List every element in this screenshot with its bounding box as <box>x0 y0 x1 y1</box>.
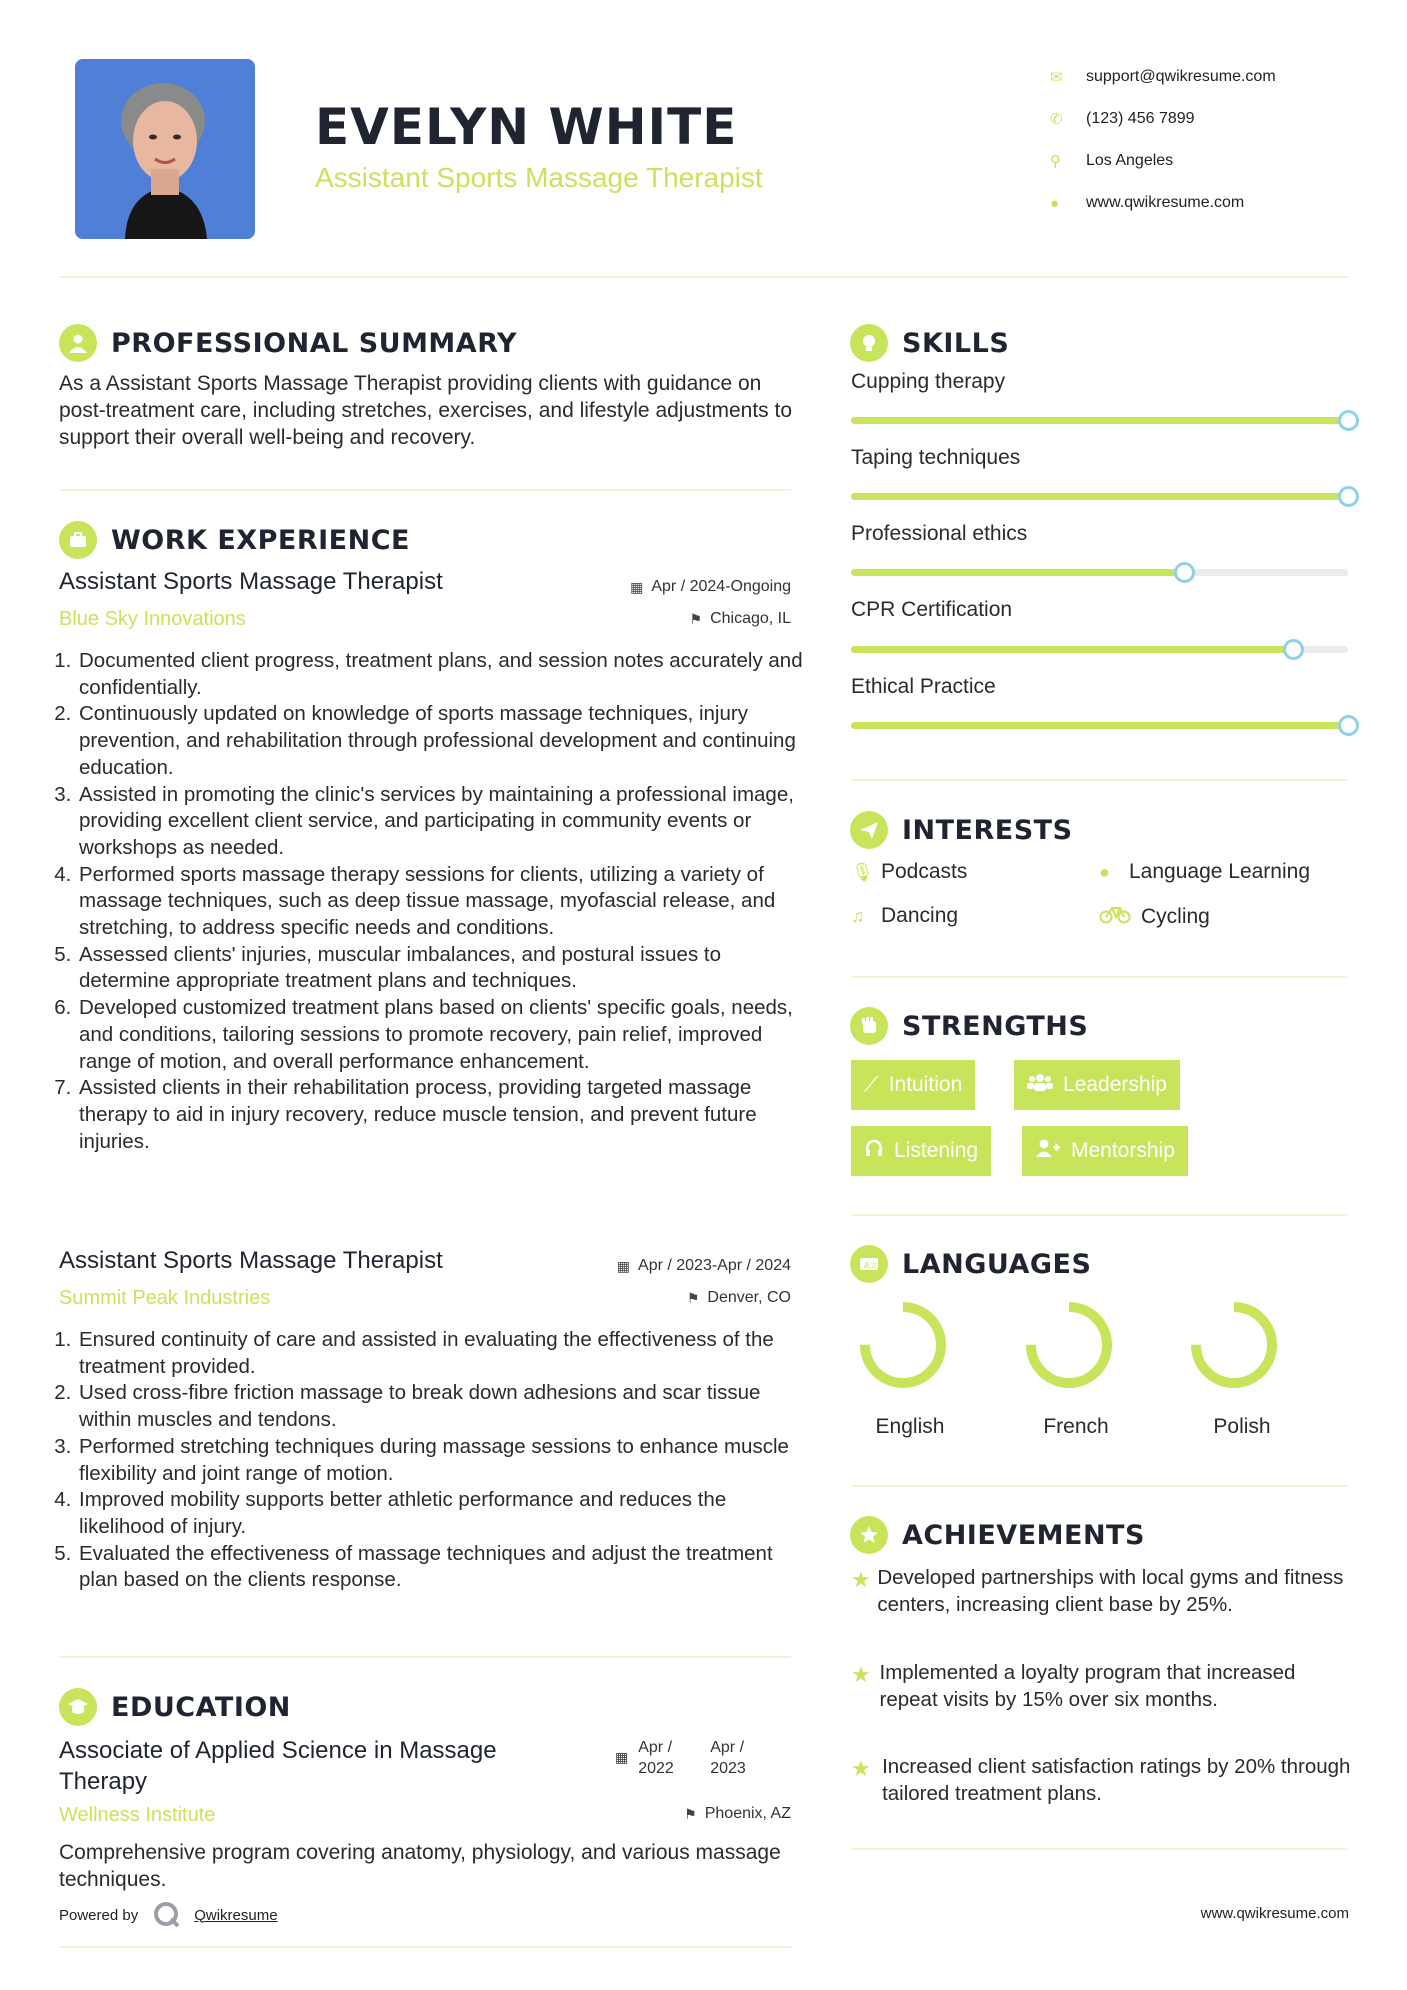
interest-item: ♫ Dancing <box>851 904 959 927</box>
summary-heading: PROFESSIONAL SUMMARY <box>59 324 517 362</box>
job-1-duties <box>55 648 805 1155</box>
graduation-icon <box>59 1688 97 1726</box>
location-icon: ⚲ <box>1050 153 1061 170</box>
list-item: 2. Used cross-fibre friction massage to break down adhesions and scar tissue within muscles and tendons. <box>77 1380 805 1433</box>
briefcase-icon <box>59 521 97 559</box>
star-icon: ★ <box>851 1662 871 1687</box>
footer-divider-left <box>59 1946 791 1948</box>
profile-photo <box>75 59 255 239</box>
calendar-icon: ▦ <box>630 578 644 595</box>
interest-item: Cycling <box>1099 904 1210 929</box>
pin-icon: ⚑ <box>689 610 703 627</box>
skill-bar <box>851 646 1348 653</box>
skill-bar-fill <box>851 417 1348 424</box>
skill-bar <box>851 493 1348 500</box>
calendar-icon: ▦ <box>615 1749 629 1765</box>
pin-icon: ⚑ <box>686 1289 700 1306</box>
contact-phone[interactable]: ✆ (123) 456 7899 <box>1050 110 1195 128</box>
skill-label: CPR Certification <box>851 598 1013 621</box>
contact-location: ⚲ Los Angeles <box>1050 152 1174 170</box>
list-item: 5. Evaluated the effectiveness of massage techniques and adjust the treatment plan based on the clients response. <box>77 1541 805 1594</box>
skill-bar-fill <box>851 569 1184 576</box>
language-label: English <box>875 1415 945 1438</box>
contact-list <box>1050 56 1276 224</box>
email-icon: ✉ <box>1050 69 1063 86</box>
skill-bar <box>851 417 1348 424</box>
music-icon: ♫ <box>851 905 865 926</box>
education-description: Comprehensive program covering anatomy, physiology, and various massage techniques. <box>59 1841 781 1891</box>
candidate-title: Assistant Sports Massage Therapist <box>315 162 763 193</box>
job-1-title: Assistant Sports Massage Therapist <box>59 568 443 595</box>
headphones-icon <box>864 1138 884 1164</box>
job-1-company: Blue Sky Innovations <box>59 608 246 630</box>
qwikresume-logo-icon <box>152 1900 182 1930</box>
skill-bar <box>851 722 1348 729</box>
language-icon <box>850 1245 888 1283</box>
work-heading: WORK EXPERIENCE <box>59 521 410 559</box>
list-item: 1. Ensured continuity of care and assisted in evaluating the effectiveness of the treatment provided. <box>77 1327 805 1380</box>
achievement-item: ★ Developed partnerships with local gyms and fitness centers, increasing client base by 25%. <box>851 1565 1351 1618</box>
list-item: 4. Performed sports massage therapy sessions for clients, utilizing a variety of massage techniques, such as deep tissue massage, myofascial release, and stretching, to address specific needs and conditions. <box>77 862 805 942</box>
language-ring <box>858 1300 948 1390</box>
users-icon <box>1027 1072 1053 1098</box>
strengths-heading: STRENGTHS <box>850 1007 1088 1045</box>
language-ring <box>1189 1300 1279 1390</box>
award-icon <box>850 1516 888 1554</box>
pin-icon: ⚑ <box>684 1805 697 1822</box>
skill-bar-knob <box>1338 486 1359 507</box>
microphone-icon: 🎙︎ <box>851 861 874 882</box>
skill-bar-fill <box>851 493 1348 500</box>
globe-icon: ● <box>1099 861 1110 882</box>
education-location: ⚑ Phoenix, AZ <box>684 1805 791 1822</box>
phone-icon: ✆ <box>1050 111 1063 128</box>
skills-divider <box>851 779 1348 781</box>
skill-label: Ethical Practice <box>851 675 996 698</box>
skill-bar <box>851 569 1348 576</box>
skill-bar-fill <box>851 646 1293 653</box>
powered-by: Powered by Qwikresume <box>59 1900 278 1930</box>
interest-item: ● Language Learning <box>1099 860 1311 883</box>
skill-bar-knob <box>1338 410 1359 431</box>
job-2-title: Assistant Sports Massage Therapist <box>59 1247 443 1274</box>
education-degree: Associate of Applied Science in Massage Therapy <box>59 1737 497 1795</box>
skill-bar-knob <box>1338 715 1359 736</box>
list-item: 5. Assessed clients' injuries, muscular imbalances, and postural issues to determine appropriate treatment plans and techniques. <box>77 942 805 995</box>
qwikresume-link[interactable]: Qwikresume <box>194 1906 278 1924</box>
user-plus-icon <box>1035 1138 1061 1164</box>
achievements-heading: ACHIEVEMENTS <box>850 1516 1145 1554</box>
job-2-dates: ▦ Apr / 2023-Apr / 2024 <box>616 1257 791 1274</box>
languages-divider <box>851 1485 1348 1487</box>
achievement-item: ★ Increased client satisfaction ratings by 20% through tailored treatment plans. <box>851 1754 1351 1807</box>
skill-label: Cupping therapy <box>851 370 1006 393</box>
strength-tag: Mentorship <box>1022 1126 1188 1176</box>
skill-label: Taping techniques <box>851 446 1021 469</box>
fist-icon <box>850 1007 888 1045</box>
summary-text: As a Assistant Sports Massage Therapist providing clients with guidance on post-treatment care, including stretches, exercises, and lifestyle adjustments to support their overall well-being and recovery. <box>59 372 793 449</box>
language-label: Polish <box>1213 1415 1271 1438</box>
education-school: Wellness Institute <box>59 1804 216 1826</box>
header-divider <box>59 276 1349 278</box>
skills-heading: SKILLS <box>850 324 1009 362</box>
candidate-name: EVELYN WHITE <box>315 98 738 156</box>
job-2-company: Summit Peak Industries <box>59 1287 271 1309</box>
skill-label: Professional ethics <box>851 522 1028 545</box>
lightbulb-icon <box>850 324 888 362</box>
education-heading: EDUCATION <box>59 1688 291 1726</box>
strength-tag: Leadership <box>1014 1060 1180 1110</box>
contact-email[interactable]: ✉ support@qwikresume.com <box>1050 68 1276 86</box>
svg-text:A文: A文 <box>864 1261 878 1270</box>
interests-divider <box>851 976 1348 978</box>
list-item: 4. Improved mobility supports better athletic performance and reduces the likelihood of injury. <box>77 1487 805 1540</box>
list-item: 7. Assisted clients in their rehabilitation process, providing targeted massage therapy to aid in injury recovery, reduce muscle tension, and prevent future injuries. <box>77 1075 805 1155</box>
language-ring <box>1024 1300 1114 1390</box>
achievements-divider <box>851 1848 1348 1850</box>
list-item: 1. Documented client progress, treatment plans, and session notes accurately and confidentially. <box>77 648 805 701</box>
list-item: 3. Performed stretching techniques during massage sessions to enhance muscle flexibility and joint range of motion. <box>77 1434 805 1487</box>
education-dates: ▦ Apr / 2022 Apr / 2023 <box>615 1739 746 1777</box>
strengths-divider <box>851 1214 1348 1216</box>
paper-plane-icon <box>850 811 888 849</box>
interest-item: 🎙︎ Podcasts <box>851 860 968 883</box>
skill-bar-knob <box>1174 562 1195 583</box>
magic-wand-icon: ⟋ <box>864 1073 879 1096</box>
footer-url[interactable]: www.qwikresume.com <box>1200 1905 1349 1922</box>
bicycle-icon <box>1099 904 1141 929</box>
interests-heading: INTERESTS <box>850 811 1073 849</box>
list-item: 3. Assisted in promoting the clinic's services by maintaining a professional image, providing excellent client service, and participating in community events or workshops as needed. <box>77 782 805 862</box>
language-label: French <box>1043 1415 1109 1438</box>
globe-icon: ● <box>1050 194 1060 212</box>
star-icon: ★ <box>851 1567 871 1592</box>
summary-divider <box>59 489 791 491</box>
list-item: 2. Continuously updated on knowledge of sports massage techniques, injury prevention, and rehabilitation through professional development and continuing education. <box>77 701 805 781</box>
skill-bar-fill <box>851 722 1348 729</box>
user-icon <box>59 324 97 362</box>
calendar-icon: ▦ <box>616 1257 631 1274</box>
job-2-location: ⚑ Denver, CO <box>686 1289 791 1306</box>
job-1-dates: ▦ Apr / 2024-Ongoing <box>630 578 791 595</box>
work-divider <box>59 1656 791 1658</box>
job-2-duties <box>55 1327 805 1594</box>
list-item: 6. Developed customized treatment plans based on clients' specific goals, needs, and conditions, tailoring sessions to promote recovery, pain relief, improved range of motion, and overall performance enhancement. <box>77 995 805 1075</box>
contact-website[interactable]: ● www.qwikresume.com <box>1050 194 1245 212</box>
job-1-location: ⚑ Chicago, IL <box>689 610 791 627</box>
achievement-item: ★ Implemented a loyalty program that increased repeat visits by 15% over six months. <box>851 1660 1351 1713</box>
strength-tag: Listening <box>851 1126 991 1176</box>
star-icon: ★ <box>851 1756 871 1781</box>
strength-tag: ⟋ Intuition <box>851 1060 975 1110</box>
languages-heading: A文 LANGUAGES <box>850 1245 1091 1283</box>
skill-bar-knob <box>1283 639 1304 660</box>
